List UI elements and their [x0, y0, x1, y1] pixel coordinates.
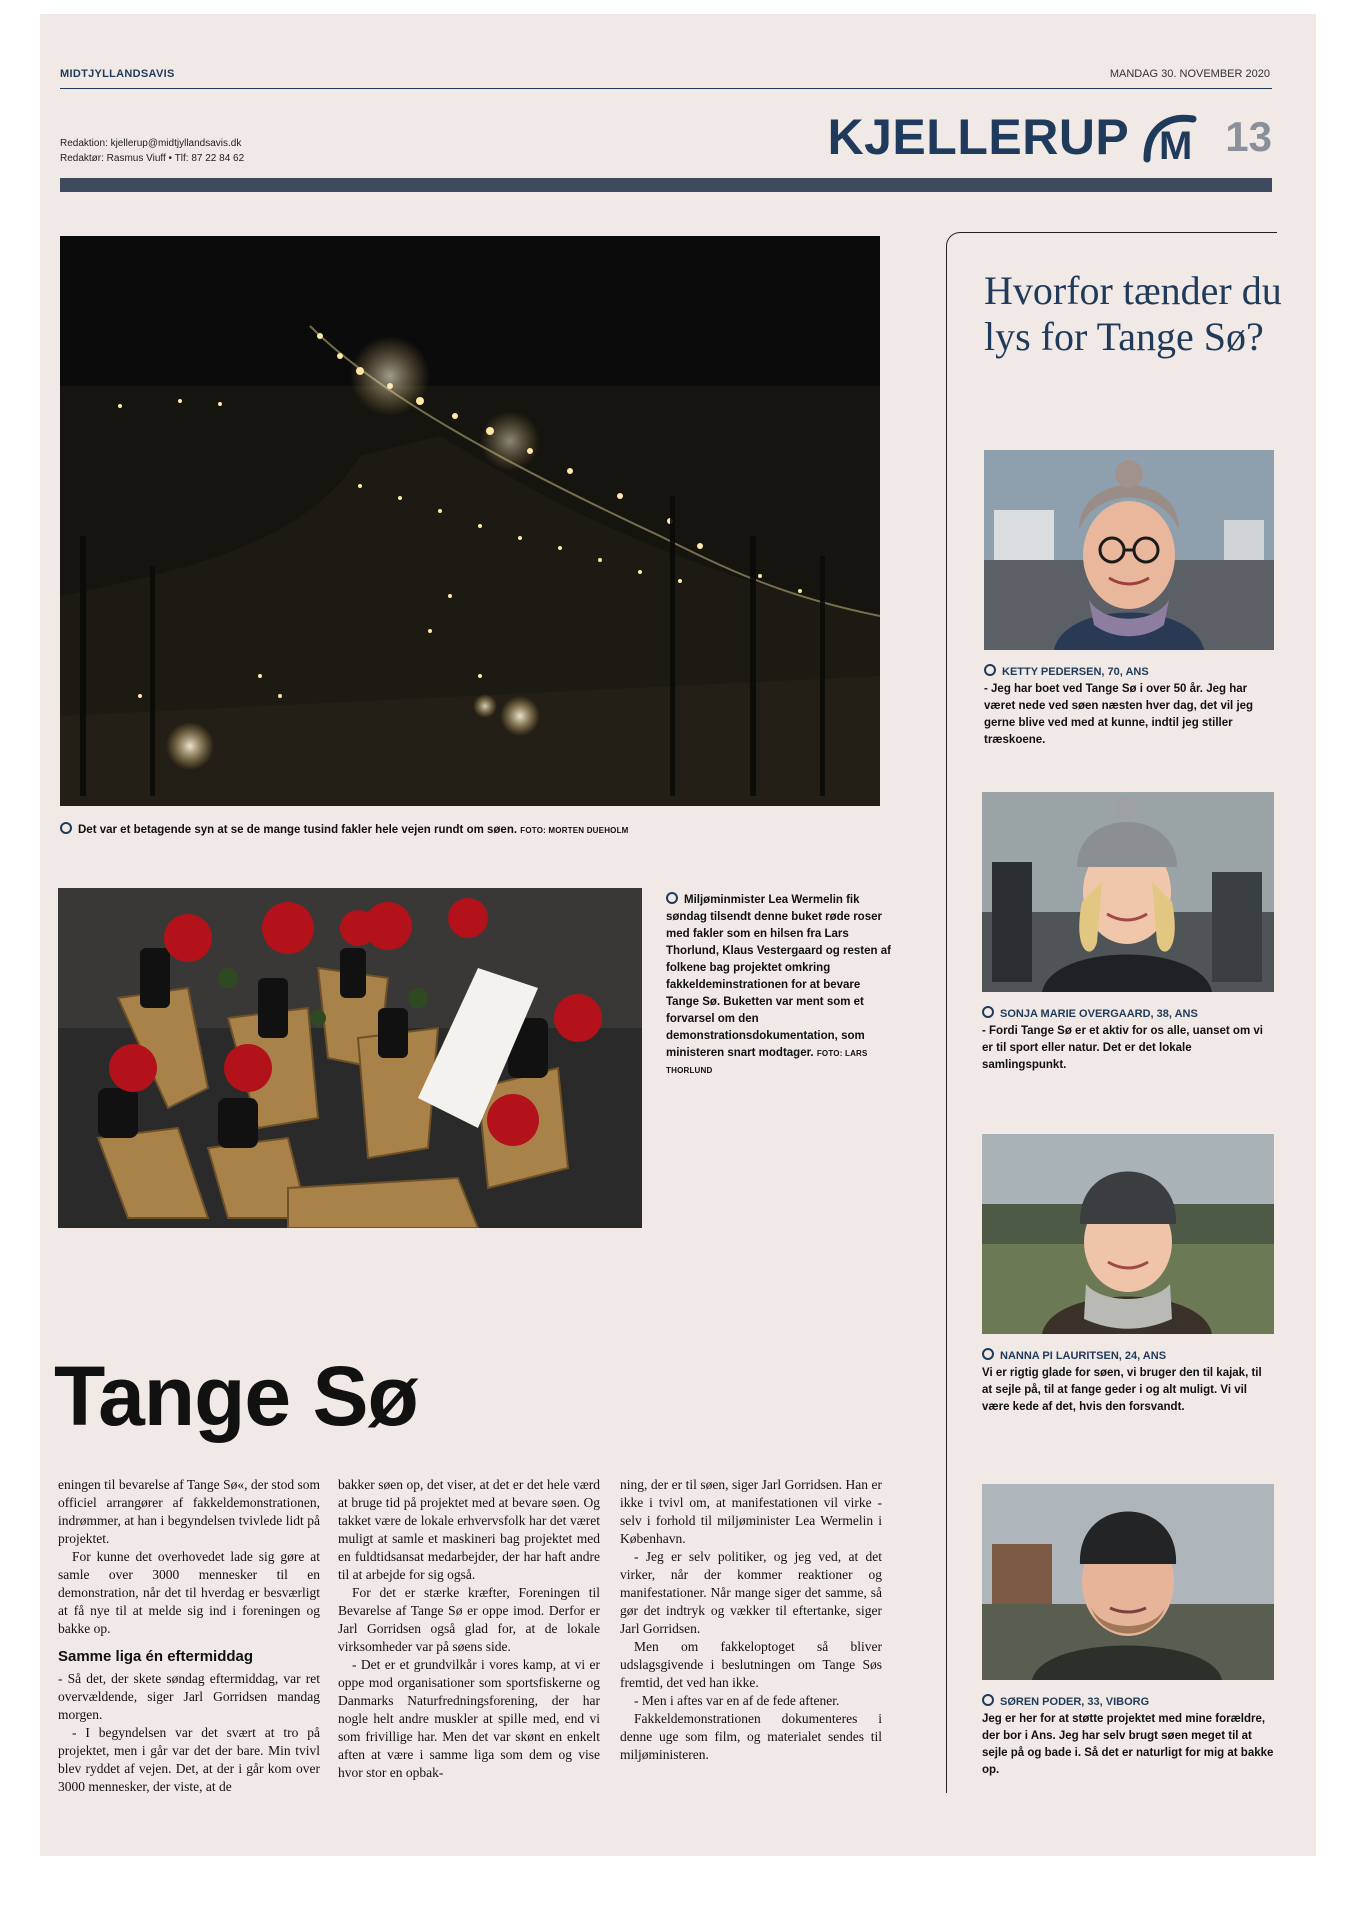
person-photo-icon	[982, 792, 1274, 992]
header-band	[60, 178, 1272, 192]
person-photo-icon	[982, 1484, 1274, 1680]
person-3-quote: Vi er rigtig glade for søen, vi bruger den til kajak, til at sejle på, til at fange geder i og alt muligt. Vi vil være kede af det, hvis den forsvandt.	[982, 1367, 1262, 1413]
section-header	[828, 108, 1272, 166]
article-column-1	[58, 1476, 320, 1796]
person-4-name: SØREN PODER, 33, VIBORG	[982, 1694, 1274, 1708]
article-headline: Tange Sø	[54, 1349, 418, 1443]
person-3-name: NANNA PI LAURITSEN, 24, ANS	[982, 1348, 1274, 1362]
person-4-quote: Jeg er her for at støtte projektet med mine forældre, der bor i Ans. Jeg har selv brugt søen meget til at sejle på og bade i. Så det er naturligt for mig at bakke op.	[982, 1713, 1274, 1776]
logo-letter: M	[1159, 124, 1193, 163]
section-title: KJELLERUP	[827, 109, 1130, 165]
caption-bullet-icon	[60, 822, 72, 834]
roses-photo-illustration	[58, 888, 642, 1228]
paragraph: Fakkeldemonstrationen dokumenteres i denne uge som film, og materialet sendes til miljøministeren.	[620, 1711, 882, 1762]
portrait-nanna-pi-lauritsen	[982, 1134, 1274, 1334]
roses-bouquet-photo	[58, 888, 642, 1228]
person-2-quote: - Fordi Tange Sø er et aktiv for os alle, uanset om vi er til sport eller natur. Det er det lokale samlingspunkt.	[982, 1025, 1263, 1071]
paragraph: bakker søen op, det viser, at det er det hele værd at bruge tid på projektet med at bevare søen. Og takket være de lokale erhvervsfolk har det været muligt at samle et maskineri bag projektet med en fuldtidsansat medarbejder, der har haft andre til at arbejde for sig også.	[338, 1477, 600, 1582]
sidebar-title: Hvorfor tænder du lys for Tange Sø?	[984, 268, 1282, 359]
paragraph: - Det er et grundvilkår i vores kamp, at vi er oppe mod organisationer som sportsfiskerne og Danmarks Naturfredningsforening, der har nogle helt andre muskler at spille med, end vi som frivillige har. Men det var skønt en enkelt aften at være i samme liga som dem og vise hvor stor en opbak-	[338, 1657, 600, 1780]
article-column-2	[338, 1476, 600, 1782]
paragraph: - Jeg er selv politiker, og jeg ved, at det virker, når der kommer reaktioner og manifestationer. Når mange siger det samme, så gør det indtryk og vækker til eftertanke, siger Jarl Gorridsen.	[620, 1549, 882, 1636]
portrait-sonja-marie-overgaard	[982, 792, 1274, 992]
issue-date: MANDAG 30. NOVEMBER 2020	[1109, 68, 1270, 80]
paragraph: For det er stærke kræfter, Foreningen til Bevarelse af Tange Sø er oppe imod. Derfor er Jarl Gorridsen også glad for, at de lokale virksomheder var på søens side.	[338, 1585, 600, 1654]
roses-photo-credit: FOTO: LARS THORLUND	[666, 1049, 868, 1075]
paragraph: ning, der er til søen, siger Jarl Gorridsen. Han er ikke i tvivl om, at manifestationen vil virke - selv i forhold til miljøminister Lea Wermelin i København.	[620, 1477, 882, 1546]
caption-bullet-icon	[982, 1694, 994, 1706]
paragraph: For kunne det overhovedet lade sig gøre at samle over 3000 mennesker til en demonstration, når det til hverdag er besværligt at få nye til at melde sig ind i foreningen og bakke op.	[58, 1549, 320, 1636]
torch-procession-photo	[60, 236, 880, 806]
editorial-info	[60, 136, 244, 166]
person-photo-icon	[984, 450, 1274, 650]
paper-name: MIDTJYLLANDSAVIS	[60, 68, 175, 80]
paragraph: - Så det, der skete søndag eftermiddag, var ret overvældende, siger Jarl Gorridsen mandag morgen.	[58, 1671, 320, 1722]
main-photo-credit: FOTO: MORTEN DUEHOLM	[520, 826, 629, 835]
person-4-block	[982, 1694, 1274, 1779]
person-3-block	[982, 1348, 1274, 1416]
caption-bullet-icon	[982, 1006, 994, 1018]
person-2-block	[982, 1006, 1274, 1074]
page-number: 13	[1225, 113, 1272, 160]
main-photo-caption	[60, 822, 880, 839]
portrait-soren-poder	[982, 1484, 1274, 1680]
main-photo-caption-text: Det var et betagende syn at se de mange tusind fakler hele vejen rundt om søen.	[78, 824, 518, 836]
night-lake-photo-illustration	[60, 236, 880, 806]
person-photo-icon	[982, 1134, 1274, 1334]
article-subhead: Samme liga én eftermiddag	[58, 1648, 254, 1665]
person-1-block	[984, 664, 1272, 749]
paragraph: - Men i aftes var en af de fede aftener.	[634, 1693, 840, 1708]
article-column-3	[620, 1476, 882, 1764]
midtjyllandsavis-logo-icon	[1141, 111, 1203, 163]
roses-photo-caption-text: Miljøminmister Lea Wermelin fik søndag tilsendt denne buket røde roser med fakler som en hilsen fra Lars Thorlund, Klaus Vestergaard og resten af folkene bag projektet omkring fakkeldeminstrationen for at bevare Tange Sø. Buketten var ment som et forvarsel om den demonstrationsdokumentation, som ministeren snart modtager.	[666, 894, 891, 1059]
masthead-rule	[60, 88, 1272, 89]
caption-bullet-icon	[666, 892, 678, 904]
editorial-email: Redaktion: kjellerup@midtjyllandsavis.dk	[60, 138, 242, 149]
editor-contact: Redaktør: Rasmus Viuff • Tlf: 87 22 84 62	[60, 153, 245, 164]
caption-bullet-icon	[982, 1348, 994, 1360]
portrait-ketty-pedersen	[984, 450, 1274, 650]
paragraph: Men om fakkeloptoget så bliver udslagsgivende i beslutningen om Tange Søs fremtid, det ved han ikke.	[620, 1639, 882, 1690]
caption-bullet-icon	[984, 664, 996, 676]
paragraph: - I begyndelsen var det svært at tro på projektet, men i går var det der bare. Min tvivl blev ryddet af vejen. Det, at der i går kom over 3000 mennesker, der viste, at de	[58, 1725, 320, 1794]
roses-photo-caption	[666, 892, 892, 1079]
person-1-name: KETTY PEDERSEN, 70, ANS	[984, 664, 1272, 678]
person-2-name: SONJA MARIE OVERGAARD, 38, ANS	[982, 1006, 1274, 1020]
paragraph: eningen til bevarelse af Tange Sø«, der stod som officiel arrangører af fakkeldemonstrationen, indrømmer, at han i begyndelsen tvivlede lidt på projektet.	[58, 1477, 320, 1546]
person-1-quote: - Jeg har boet ved Tange Sø i over 50 år. Jeg har været nede ved søen næsten hver dag, det vil jeg gerne blive ved med at kunne, indtil jeg stiller træskoene.	[984, 683, 1254, 746]
